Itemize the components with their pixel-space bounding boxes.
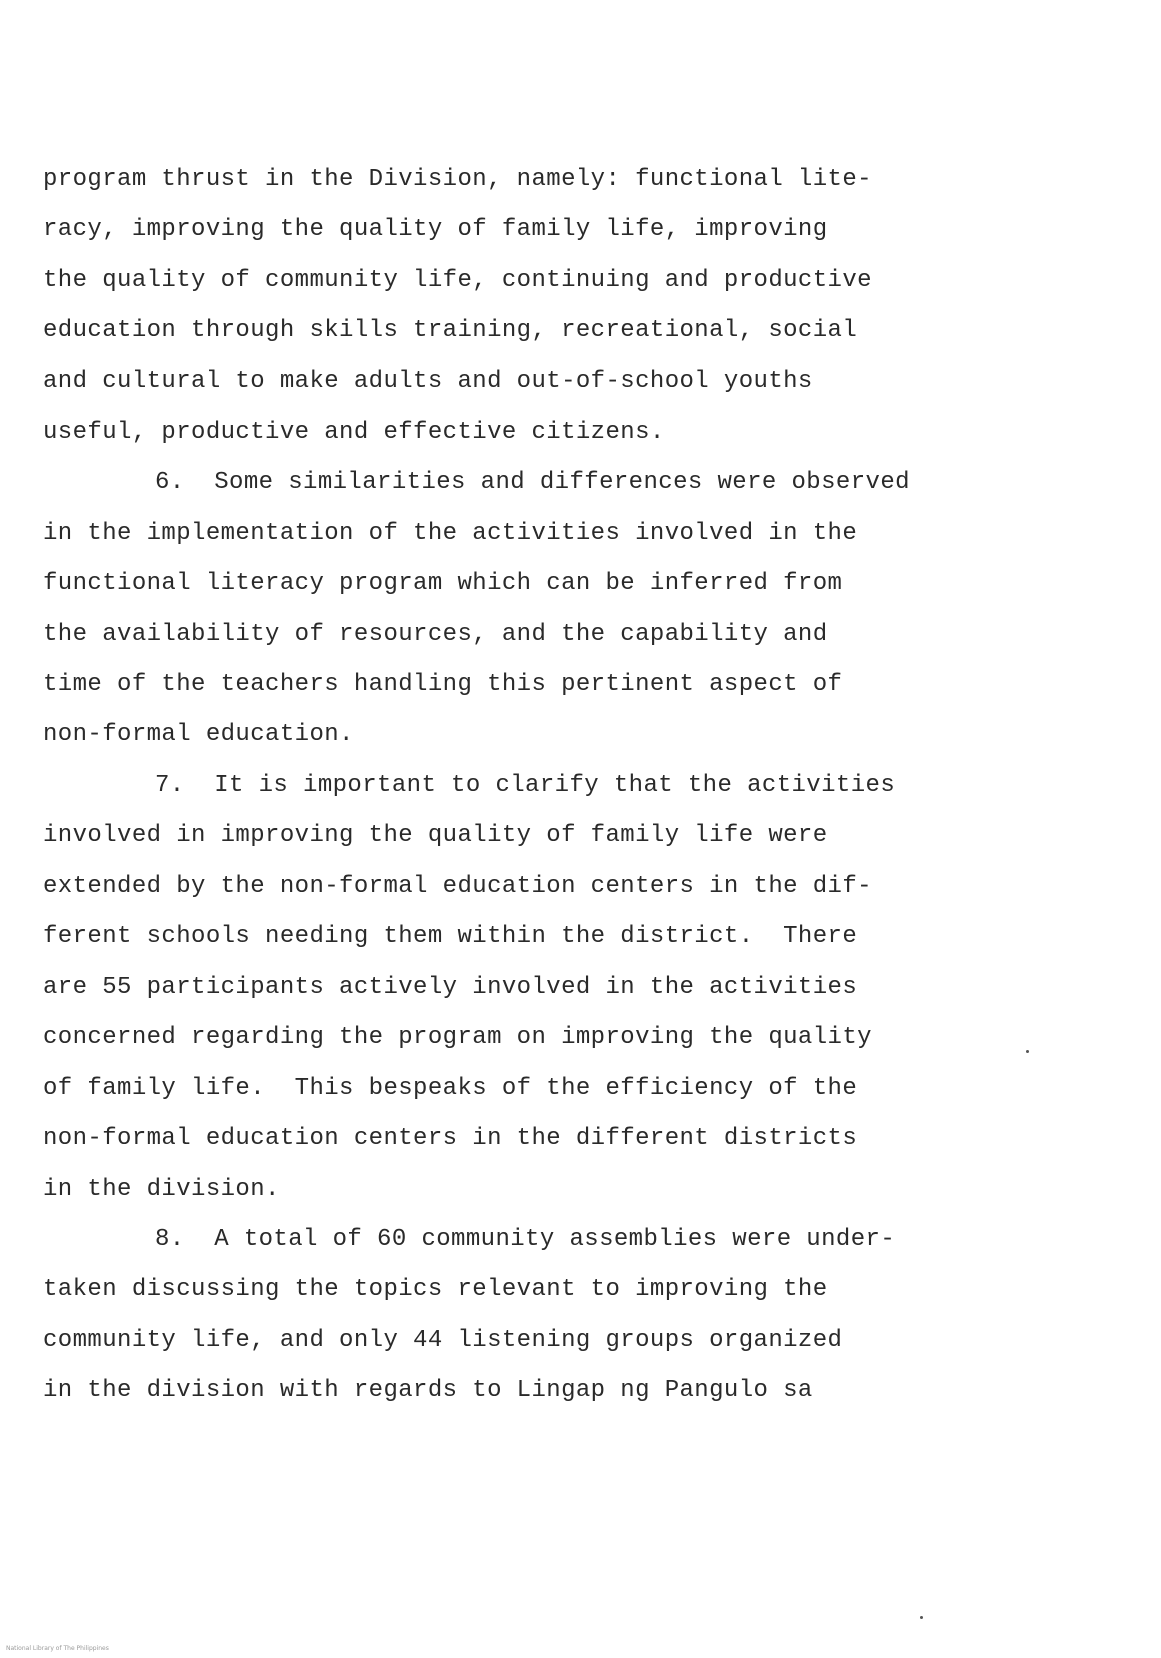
scan-speck	[1026, 1050, 1029, 1053]
text-line: functional literacy program which can be inferred from	[43, 570, 843, 597]
library-footer: National Library of The Philippines	[6, 1645, 109, 1652]
scan-speck	[920, 1616, 923, 1619]
text-line: useful, productive and effective citizens.	[43, 419, 665, 446]
text-line: time of the teachers handling this pertinent aspect of	[43, 671, 843, 698]
paragraph-8-first-line: 8. A total of 60 community assemblies were under-	[155, 1226, 896, 1253]
text-line: are 55 participants actively involved in the activities	[43, 974, 858, 1001]
text-line: extended by the non-formal education centers in the dif-	[43, 873, 872, 900]
text-line: community life, and only 44 listening groups organized	[43, 1327, 843, 1354]
text-line: non-formal education.	[43, 721, 354, 748]
text-line: and cultural to make adults and out-of-school youths	[43, 368, 813, 395]
text-line: racy, improving the quality of family life, improving	[43, 216, 828, 243]
text-line: the quality of community life, continuing and productive	[43, 267, 872, 294]
text-line: ferent schools needing them within the district. There	[43, 923, 858, 950]
text-line: in the implementation of the activities involved in the	[43, 520, 858, 547]
text-line: involved in improving the quality of family life were	[43, 822, 828, 849]
text-line: in the division.	[43, 1176, 280, 1203]
paragraph-6-first-line: 6. Some similarities and differences were observed	[155, 469, 910, 496]
text-line: education through skills training, recreational, social	[43, 317, 858, 344]
text-line: non-formal education centers in the different districts	[43, 1125, 858, 1152]
text-line: concerned regarding the program on improving the quality	[43, 1024, 872, 1051]
text-line: of family life. This bespeaks of the efficiency of the	[43, 1075, 858, 1102]
text-line: program thrust in the Division, namely: functional lite-	[43, 166, 872, 193]
text-line: in the division with regards to Lingap ng Pangulo sa	[43, 1377, 813, 1404]
text-line: taken discussing the topics relevant to improving the	[43, 1276, 828, 1303]
text-line: the availability of resources, and the capability and	[43, 621, 828, 648]
paragraph-7-first-line: 7. It is important to clarify that the activities	[155, 772, 896, 799]
